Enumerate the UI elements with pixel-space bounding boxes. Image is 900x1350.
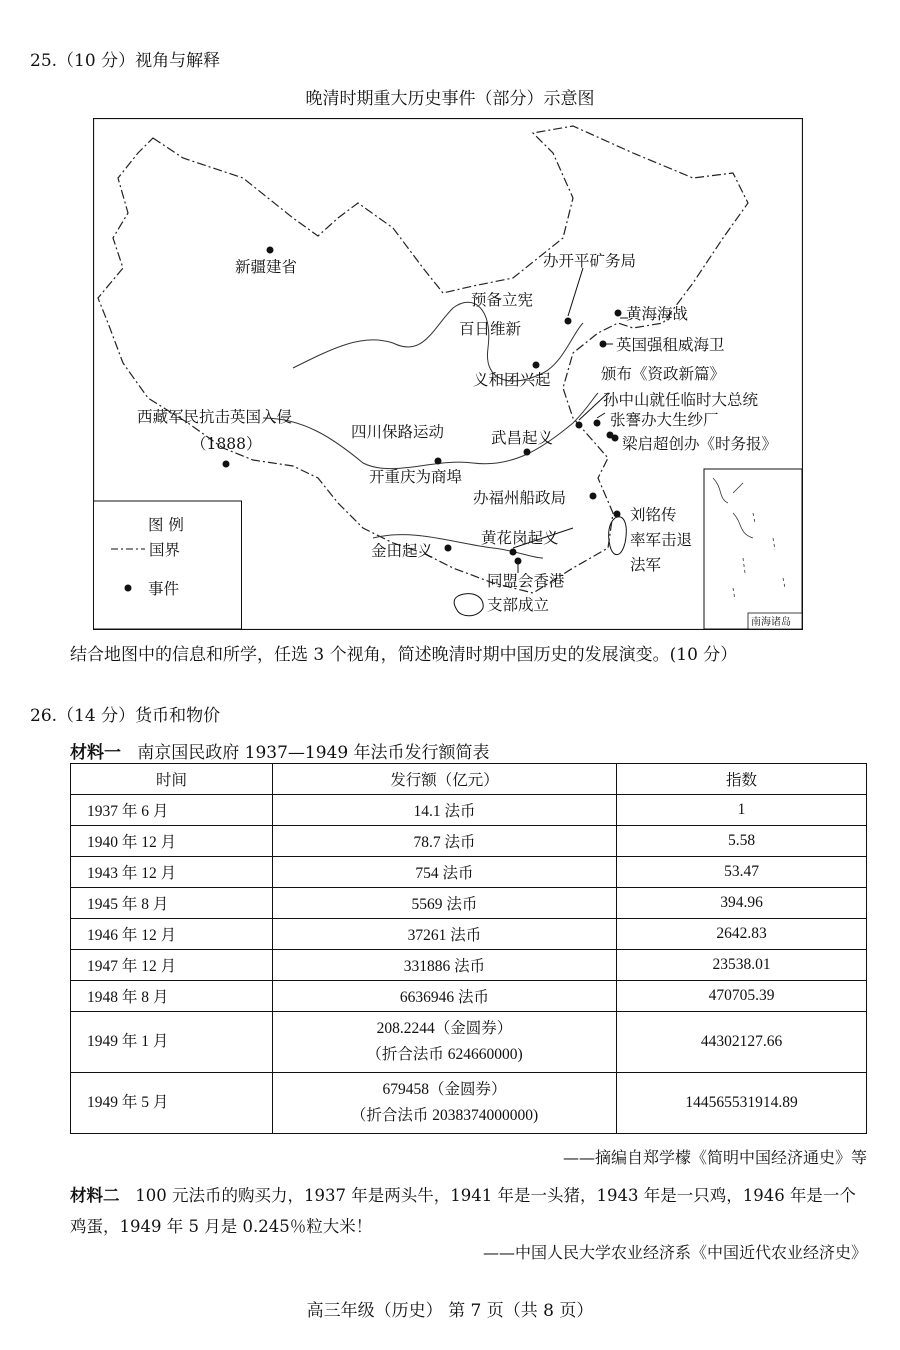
event-label: 英国强租威海卫 <box>616 336 725 354</box>
table-cell-time: 1945 年 8 月 <box>71 888 273 919</box>
event-dot <box>614 511 621 518</box>
table-cell-index: 1 <box>617 795 867 826</box>
table-row <box>71 1073 867 1134</box>
event-label: 武昌起义 <box>491 429 554 447</box>
event-label: （1888） <box>191 435 262 453</box>
event-label: 黄海海战 <box>626 305 689 323</box>
late-qing-events-map <box>93 118 803 630</box>
legend-event-dot-icon <box>125 585 132 592</box>
event-label: 梁启超创办《时务报》 <box>622 435 778 453</box>
page-footer: 高三年级（历史） 第 7 页（共 8 页） <box>306 1301 594 1321</box>
amount-conversion-line: （折合法币 2038374000000) <box>350 1107 539 1124</box>
material-2-label: 材料二 <box>70 1186 120 1205</box>
event-label: 西藏军民抗击英国入侵 <box>137 408 293 426</box>
event-label: 办开平矿务局 <box>543 252 637 270</box>
table-row <box>71 795 867 826</box>
question-25-prompt: 结合地图中的信息和所学，任选 3 个视角，简述晚清时期中国历史的发展演变。(10 分） <box>70 645 738 665</box>
table-cell-amount: 331886 法币 <box>273 950 617 981</box>
table-cell-index: 53.47 <box>617 857 867 888</box>
table-cell-index: 44302127.66 <box>617 1012 867 1073</box>
table-header-row <box>71 764 867 795</box>
table-row <box>71 981 867 1012</box>
table-cell-index: 2642.83 <box>617 919 867 950</box>
table-row <box>71 826 867 857</box>
table-header: 指数 <box>617 764 867 795</box>
table-cell-index: 470705.39 <box>617 981 867 1012</box>
table-cell-time: 1947 年 12 月 <box>71 950 273 981</box>
table-row <box>71 950 867 981</box>
event-dot <box>510 549 517 556</box>
event-dot <box>267 247 274 254</box>
event-dot <box>594 420 601 427</box>
material-2-source: ——中国人民大学农业经济系《中国近代农业经济史》 <box>482 1243 867 1262</box>
event-dot <box>565 318 572 325</box>
event-label: 办福州船政局 <box>473 489 567 507</box>
event-label: 四川保路运动 <box>351 423 445 441</box>
south-sea-inset <box>704 469 802 629</box>
table-cell-time: 1943 年 12 月 <box>71 857 273 888</box>
event-label: 孙中山就任临时大总统 <box>603 391 759 409</box>
question-26-heading: 26.（14 分）货币和物价 <box>30 706 221 726</box>
table-cell-time: 1937 年 6 月 <box>71 795 273 826</box>
material-2-body: 100 元法币的购买力，1937 年是两头牛，1941 年是一头猪，1943 年是一只鸡，1946 年是一个鸡蛋，1949 年 5 月是 0.245％粒大米！ <box>70 1186 856 1236</box>
table-cell-index: 23538.01 <box>617 950 867 981</box>
table-cell-time: 1948 年 8 月 <box>71 981 273 1012</box>
table-cell-amount: 754 法币 <box>273 857 617 888</box>
map-legend <box>94 501 242 629</box>
table-cell-time: 1940 年 12 月 <box>71 826 273 857</box>
event-label: 预备立宪 <box>471 291 534 309</box>
material-1-title <box>70 738 490 763</box>
table-row <box>71 1012 867 1073</box>
event-dot <box>590 493 597 500</box>
material-1-caption: 南京国民政府 1937—1949 年法币发行额简表 <box>137 743 490 763</box>
event-dot <box>223 461 230 468</box>
table-cell-index: 394.96 <box>617 888 867 919</box>
amount-line: 208.2244（金圆券） <box>376 1020 513 1037</box>
table-cell-amount: 5569 法币 <box>273 888 617 919</box>
legend-border-label: 国界 <box>149 541 181 559</box>
material-2-text <box>70 1180 868 1242</box>
table-cell-time: 1949 年 1 月 <box>71 1012 273 1073</box>
event-label: 义和团兴起 <box>473 371 551 389</box>
legend-title: 图 例 <box>148 516 184 534</box>
currency-issuance-table <box>70 763 867 1134</box>
table-row <box>71 919 867 950</box>
table-header: 时间 <box>71 764 273 795</box>
table-cell-index: 5.58 <box>617 826 867 857</box>
event-label: 法军 <box>630 556 662 574</box>
table-cell-amount: 6636946 法币 <box>273 981 617 1012</box>
table-header: 发行额（亿元） <box>273 764 617 795</box>
event-label: 金田起义 <box>371 542 434 560</box>
event-label: 张謇办大生纱厂 <box>610 411 719 429</box>
event-dot <box>612 435 619 442</box>
table-cell-amount: 14.1 法币 <box>273 795 617 826</box>
event-label: 刘铭传 <box>630 506 677 524</box>
amount-line: 679458（金圆券） <box>382 1081 507 1098</box>
legend-event-label: 事件 <box>148 580 180 598</box>
event-label: 同盟会香港 <box>487 572 565 590</box>
table-cell-index: 144565531914.89 <box>617 1073 867 1134</box>
map-title: 晚清时期重大历史事件（部分）示意图 <box>305 89 595 109</box>
material-1-label: 材料一 <box>70 743 121 763</box>
event-label: 颁布《资政新篇》 <box>601 365 726 383</box>
table-cell-time: 1949 年 5 月 <box>71 1073 273 1134</box>
event-dot <box>576 422 583 429</box>
event-label: 开重庆为商埠 <box>369 468 463 486</box>
event-dot <box>615 310 622 317</box>
event-label: 支部成立 <box>487 596 550 614</box>
table-cell-amount: 37261 法币 <box>273 919 617 950</box>
event-dot <box>533 362 540 369</box>
event-label: 百日维新 <box>459 320 522 338</box>
event-label: 率军击退 <box>630 531 693 549</box>
event-label: 黄花岗起义 <box>481 529 559 547</box>
event-label: 新疆建省 <box>235 258 298 276</box>
amount-conversion-line: （折合法币 624660000) <box>366 1046 523 1063</box>
inset-label: 南海诸岛 <box>751 617 791 628</box>
event-dot <box>445 545 452 552</box>
question-25-heading: 25.（10 分）视角与解释 <box>30 51 221 71</box>
event-dot <box>524 449 531 456</box>
table-cell-amount <box>273 1073 617 1134</box>
table-row <box>71 888 867 919</box>
table-cell-amount <box>273 1012 617 1073</box>
table-row <box>71 857 867 888</box>
event-dot <box>435 458 442 465</box>
material-1-source: ——摘编自郑学檬《简明中国经济通史》等 <box>562 1148 867 1167</box>
table-cell-time: 1946 年 12 月 <box>71 919 273 950</box>
table-cell-amount: 78.7 法币 <box>273 826 617 857</box>
